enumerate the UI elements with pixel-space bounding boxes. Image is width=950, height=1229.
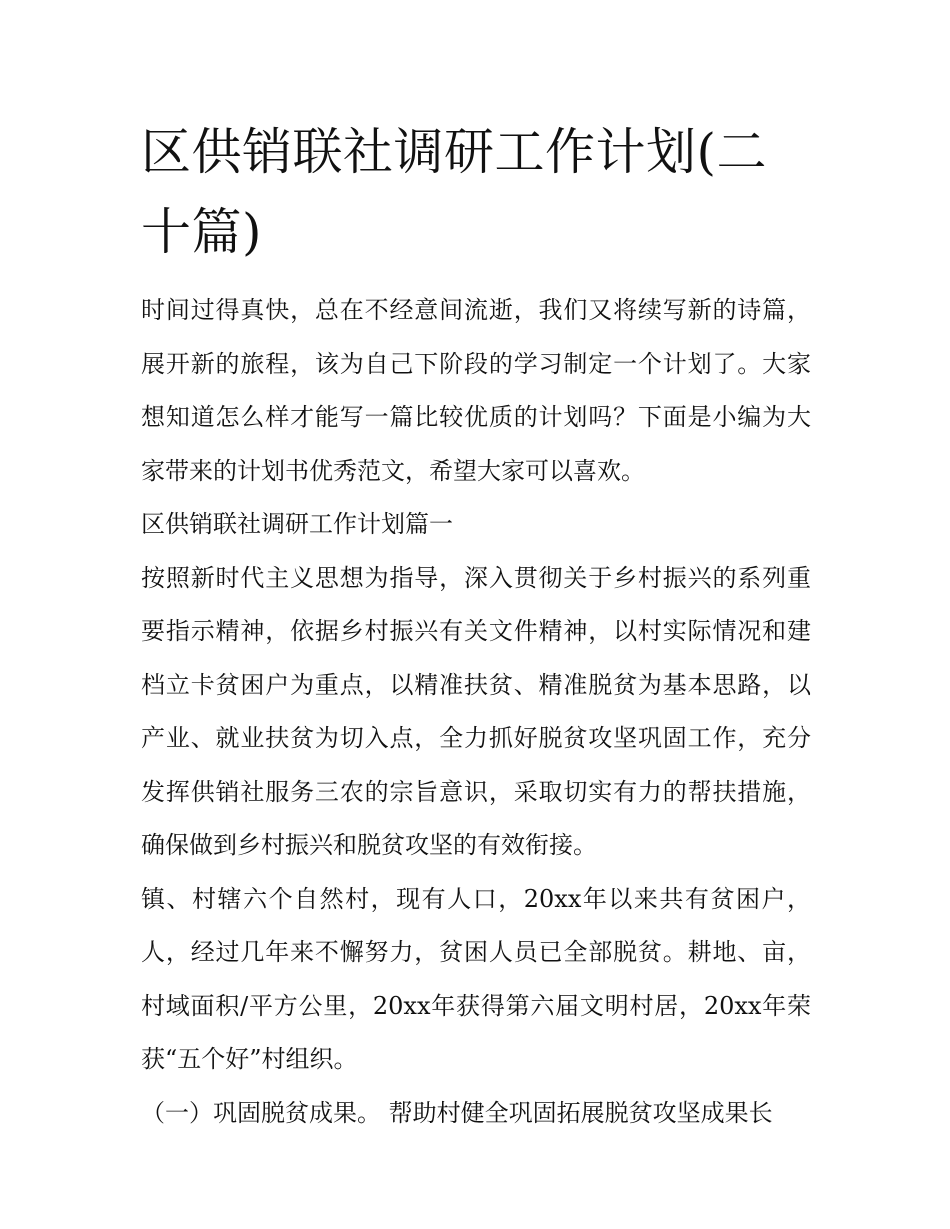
section-heading: 区供销联社调研工作计划篇一 [141,510,453,538]
body-paragraph-2: 镇、村辖六个自然村，现有人口，20xx年以来共有贫困户，人，经过几年来不懈努力，贫困人员已全部脱贫。耕地、亩，村域面积/平方公里，20xx年获得第六届文明村居，20xx年荣获“五个好”村组织。 [141,884,811,1073]
document-body [141,284,811,1140]
document-page [141,112,811,1140]
intro-paragraph: 时间过得真快，总在不经意间流逝，我们又将续写新的诗篇，展开新的旅程，该为自己下阶段的学习制定一个计划了。大家想知道怎么样才能写一篇比较优质的计划吗？下面是小编为大家带来的计划书优秀范文，希望大家可以喜欢。 [141,296,811,485]
body-paragraph-1: 按照新时代主义思想为指导，深入贯彻关于乡村振兴的系列重要指示精神，依据乡村振兴有关文件精神，以村实际情况和建档立卡贫困户为重点，以精准扶贫、精准脱贫为基本思路，以产业、就业扶贫为切入点，全力抓好脱贫攻坚巩固工作，充分发挥供销社服务三农的宗旨意识，采取切实有力的帮扶措施，确保做到乡村振兴和脱贫攻坚的有效衔接。 [141,563,811,859]
body-paragraph-3: （一）巩固脱贫成果。 帮助村健全巩固拓展脱贫攻坚成果长 [141,1098,773,1127]
document-title: 区供销联社调研工作计划(二十篇) [141,123,768,261]
